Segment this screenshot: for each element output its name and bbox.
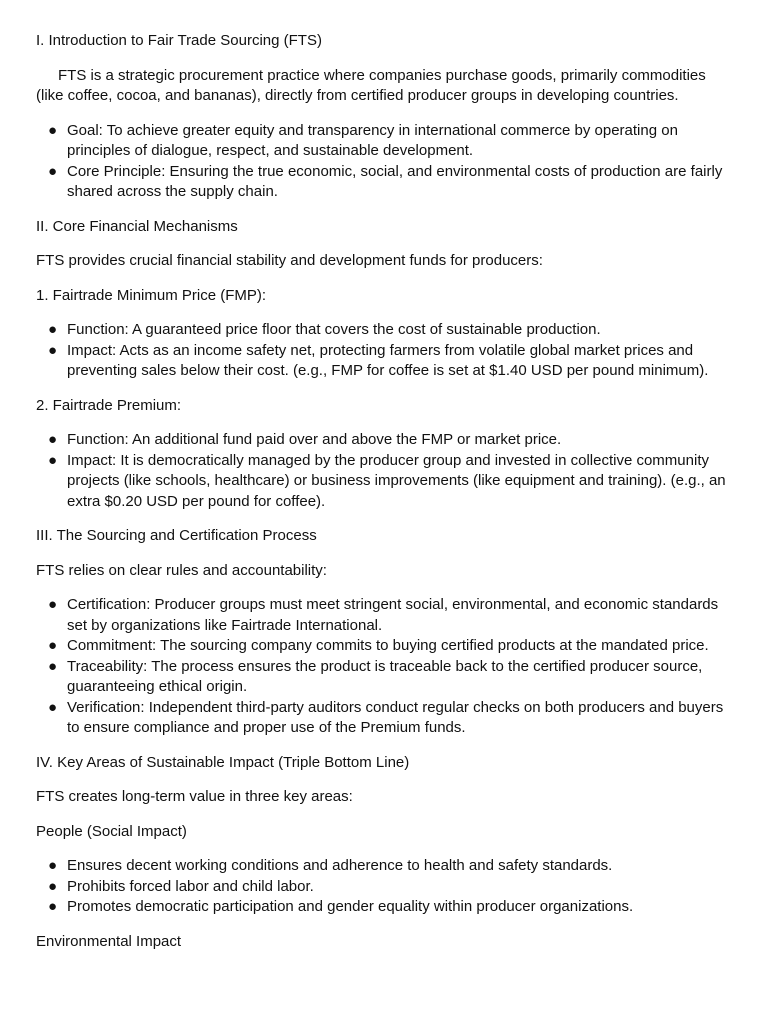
list-item: [36, 430, 732, 451]
list-item-text: Ensures decent working conditions and adherence to health and safety standards.: [67, 857, 613, 874]
list-item: [36, 698, 732, 739]
subsection-title-minimum-price: 1. Fairtrade Minimum Price (FMP):: [36, 286, 267, 304]
bullet-icon: ●: [48, 451, 58, 469]
section-heading-certification-process: III. The Sourcing and Certification Process: [36, 527, 317, 544]
bullet-icon: ●: [48, 698, 58, 716]
section-heading-financial-mechanisms: II. Core Financial Mechanisms: [36, 217, 238, 235]
section-intro-paragraph: FTS is a strategic procurement practice where companies purchase goods, primarily commodities (like coffee, cocoa, and bananas), directly from certified producer groups in developing countries.: [36, 66, 706, 104]
list-item: [36, 636, 732, 657]
list-item-text: Traceability: The process ensures the product is traceable back to the certified producer source, guaranteeing ethical origin.: [67, 657, 703, 695]
list-item: [36, 121, 732, 162]
list-item: [36, 877, 732, 898]
subsection-title-premium: 2. Fairtrade Premium:: [36, 396, 182, 414]
list-item: [36, 897, 732, 918]
section-intro-paragraph: FTS provides crucial financial stability and development funds for producers:: [36, 252, 543, 269]
bullet-list-premium: [36, 430, 732, 512]
list-item: [36, 341, 732, 382]
bullet-icon: ●: [48, 596, 58, 613]
bullet-icon: ●: [48, 121, 58, 139]
bullet-icon: ●: [48, 857, 58, 874]
section-intro-paragraph: FTS relies on clear rules and accountability:: [36, 561, 327, 579]
list-item-text: Function: A guaranteed price floor that covers the cost of sustainable production.: [67, 321, 601, 338]
list-item-text: Prohibits forced labor and child labor.: [67, 877, 314, 895]
list-item-text: Commitment: The sourcing company commits to buying certified products at the mandated price.: [67, 637, 709, 654]
list-item: [36, 320, 732, 341]
bullet-icon: ●: [48, 657, 58, 675]
section-heading-introduction: I. Introduction to Fair Trade Sourcing (FTS): [36, 32, 322, 49]
list-item: [36, 856, 732, 877]
list-item-text: Core Principle: Ensuring the true economic, social, and environmental costs of production are fairly shared across the supply chain.: [67, 162, 723, 200]
list-item: [36, 162, 732, 203]
bullet-icon: ●: [48, 877, 58, 895]
list-item-text: Certification: Producer groups must meet stringent social, environmental, and economic standards set by organizations like Fairtrade International.: [67, 596, 719, 634]
list-item: [36, 657, 732, 698]
subsection-title-people: People (Social Impact): [36, 822, 187, 840]
list-item-text: Impact: Acts as an income safety net, protecting farmers from volatile global market prices and preventing sales below their cost. (e.g., FMP for coffee is set at $1.40 USD per pound minimum).: [67, 341, 709, 379]
list-item: [36, 451, 732, 513]
section-heading-sustainable-impact: IV. Key Areas of Sustainable Impact (Triple Bottom Line): [36, 753, 410, 771]
bullet-list-introduction: [36, 121, 732, 203]
section-intro-paragraph: FTS creates long-term value in three key areas:: [36, 788, 353, 805]
bullet-list-people: [36, 856, 732, 918]
list-item-text: Goal: To achieve greater equity and transparency in international commerce by operating on principles of dialogue, respect, and sustainable development.: [67, 121, 678, 159]
list-item-text: Function: An additional fund paid over and above the FMP or market price.: [67, 431, 562, 448]
list-item: [36, 595, 732, 636]
list-item-text: Impact: It is democratically managed by the producer group and invested in collective community projects (like schools, healthcare) or business improvements (like equipment and training). (e.g., an extra $0.20 USD per pound for coffee).: [67, 451, 726, 510]
bullet-list-minimum-price: [36, 320, 732, 382]
subsection-title-environmental: Environmental Impact: [36, 932, 182, 950]
bullet-list-certification: [36, 595, 732, 739]
bullet-icon: ●: [48, 341, 58, 359]
list-item-text: Promotes democratic participation and gender equality within producer organizations.: [67, 898, 634, 915]
bullet-icon: ●: [48, 162, 58, 180]
bullet-icon: ●: [48, 431, 58, 448]
bullet-icon: ●: [48, 321, 58, 338]
bullet-icon: ●: [48, 637, 58, 654]
list-item-text: Verification: Independent third-party auditors conduct regular checks on both producers and buyers to ensure compliance and proper use of the Premium funds.: [67, 698, 724, 736]
bullet-icon: ●: [48, 898, 58, 915]
